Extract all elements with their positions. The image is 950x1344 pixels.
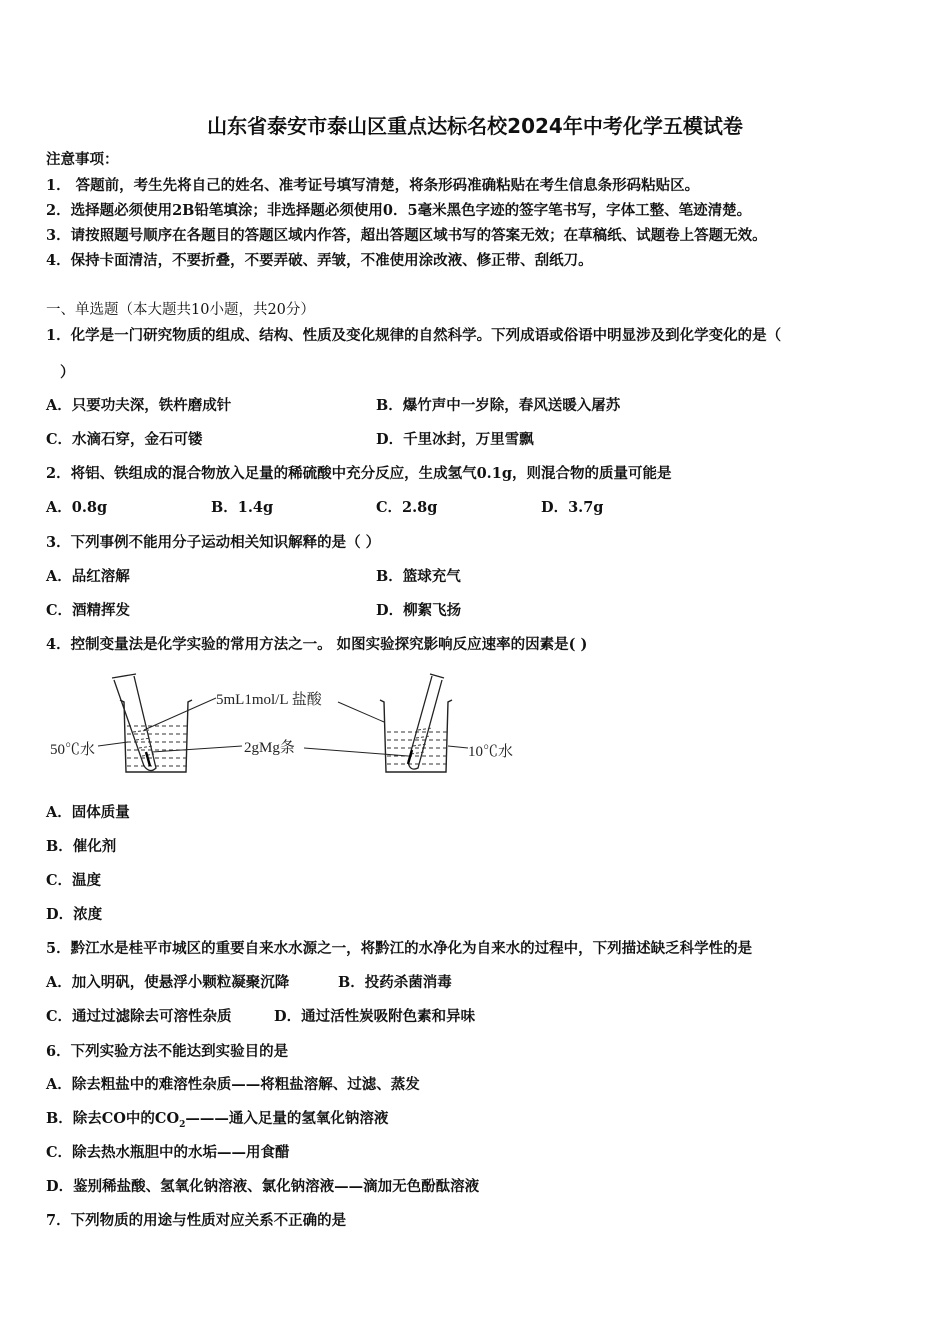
right-beaker bbox=[380, 700, 452, 772]
q6-option-c: C．除去热水瓶胆中的水垢——用食醋 bbox=[46, 1144, 290, 1161]
q5-stem: 5．黔江水是桂平市城区的重要自来水水源之一，将黔江的水净化为自来水的过程中，下列描述缺乏科学性的是 bbox=[46, 940, 753, 957]
q1-option-c: C．水滴石穿，金石可镂 bbox=[46, 431, 203, 448]
section-heading: 一、单选题（本大题共10小题，共20分） bbox=[46, 302, 315, 318]
notice-heading: 注意事项： bbox=[46, 151, 119, 168]
q2-option-d: D．3.7g bbox=[541, 499, 604, 516]
q6-option-d: D．鉴别稀盐酸、氢氧化钠溶液、氯化钠溶液——滴加无色酚酞溶液 bbox=[46, 1178, 480, 1195]
left-beaker bbox=[120, 700, 192, 772]
q3-option-a: A．品红溶解 bbox=[46, 568, 130, 585]
q1-option-d: D．千里冰封，万里雪飘 bbox=[376, 431, 534, 448]
q1-stem: 1．化学是一门研究物质的组成、结构、性质及变化规律的自然科学。下列成语或俗语中明显涉及到化学变化的是（ bbox=[46, 327, 782, 344]
q5-option-b: B．投药杀菌消毒 bbox=[338, 974, 452, 991]
q6-option-b-pre: B．除去CO中的CO bbox=[46, 1110, 180, 1127]
q4-option-b: B．催化剂 bbox=[46, 838, 117, 855]
notice-item-1: 1． 答题前，考生先将自己的姓名、准考证号填写清楚，将条形码准确粘贴在考生信息条形码粘贴区。 bbox=[46, 177, 700, 194]
q6-option-a: A．除去粗盐中的难溶性杂质——将粗盐溶解、过滤、蒸发 bbox=[46, 1076, 420, 1093]
q2-option-b: B．1.4g bbox=[211, 499, 274, 516]
right-water bbox=[387, 732, 447, 764]
q5-option-c: C．通过过滤除去可溶性杂质 bbox=[46, 1008, 232, 1025]
left-test-tube bbox=[112, 674, 156, 771]
q3-stem: 3．下列事例不能用分子运动相关知识解释的是（ ） bbox=[46, 534, 381, 551]
q2-option-c: C．2.8g bbox=[376, 499, 438, 516]
q1-option-a: A．只要功夫深，铁杵磨成针 bbox=[46, 397, 232, 414]
notice-item-2: 2．选择题必须使用2B铅笔填涂；非选择题必须使用0．5毫米黑色字迹的签字笔书写，字体工整、笔迹清楚。 bbox=[46, 202, 752, 219]
q5-option-d: D．通过活性炭吸附色素和异味 bbox=[274, 1008, 476, 1025]
q2-stem: 2．将铝、铁组成的混合物放入足量的稀硫酸中充分反应，生成氢气0.1g，则混合物的质量可能是 bbox=[46, 465, 672, 482]
q3-option-d: D．柳絮飞扬 bbox=[376, 602, 462, 619]
q1-option-b: B．爆竹声中一岁除，春风送暖入屠苏 bbox=[376, 397, 621, 414]
q4-option-d: D．浓度 bbox=[46, 906, 103, 923]
mg-label: 2gMg条 bbox=[244, 740, 295, 756]
acid-label: 5mL1mol/L 盐酸 bbox=[216, 692, 322, 708]
right-water-label: 10℃水 bbox=[468, 744, 514, 760]
left-mg-strip bbox=[146, 752, 150, 766]
q4-option-a: A．固体质量 bbox=[46, 804, 130, 821]
q6-stem: 6．下列实验方法不能达到实验目的是 bbox=[46, 1043, 289, 1060]
notice-item-3: 3．请按照题号顺序在各题目的答题区域内作答，超出答题区域书写的答案无效；在草稿纸、试题卷上答题无效。 bbox=[46, 227, 767, 244]
experiment-figure bbox=[46, 672, 546, 784]
q6-option-b bbox=[46, 1109, 388, 1135]
left-water-label: 50℃水 bbox=[50, 742, 96, 758]
right-mg-strip bbox=[408, 750, 412, 764]
notice-item-4: 4．保持卡面清洁，不要折叠，不要弄破、弄皱，不准使用涂改液、修正带、刮纸刀。 bbox=[46, 252, 593, 269]
q7-stem: 7．下列物质的用途与性质对应关系不正确的是 bbox=[46, 1212, 347, 1229]
q6-option-b-post: ———通入足量的氢氧化钠溶液 bbox=[185, 1110, 389, 1127]
q3-option-c: C．酒精挥发 bbox=[46, 602, 131, 619]
q2-option-a: A．0.8g bbox=[46, 499, 108, 516]
q3-option-b: B．篮球充气 bbox=[376, 568, 461, 585]
q4-option-c: C．温度 bbox=[46, 872, 102, 889]
q4-stem: 4．控制变量法是化学实验的常用方法之一。 如图实验探究影响反应速率的因素是( ) bbox=[46, 636, 588, 653]
q5-option-a: A．加入明矾，使悬浮小颗粒凝聚沉降 bbox=[46, 974, 290, 991]
q1-stem-end: ） bbox=[60, 364, 75, 381]
page-title: 山东省泰安市泰山区重点达标名校2024年中考化学五模试卷 bbox=[207, 114, 743, 138]
q6-option-b-sub: 2 bbox=[179, 1119, 186, 1130]
right-test-tube bbox=[408, 674, 444, 769]
